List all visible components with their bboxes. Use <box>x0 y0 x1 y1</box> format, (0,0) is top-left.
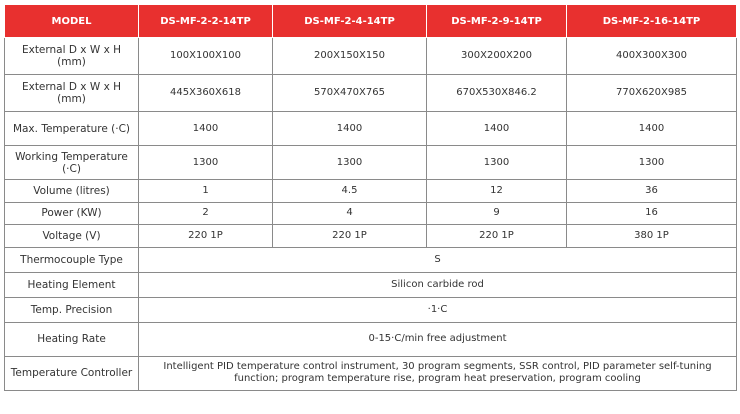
table-cell: 1300 <box>139 146 273 180</box>
table-cell: 670X530X846.2 <box>427 75 567 112</box>
header-model-3: DS-MF-2-9-14TP <box>427 5 567 38</box>
row-label: Power (KW) <box>5 202 139 225</box>
row-label: Max. Temperature (·C) <box>5 112 139 146</box>
header-model: MODEL <box>5 5 139 38</box>
merged-cell: ·1·C <box>139 297 737 322</box>
table-row <box>5 322 737 356</box>
merged-cell: Intelligent PID temperature control instrument, 30 program segments, SSR control, PID parameter self-tuning function; program temperature rise, program heat preservation, program cooling <box>139 356 737 390</box>
table-cell: 220 1P <box>273 225 427 248</box>
table-cell: 380 1P <box>567 225 737 248</box>
table-cell: 1400 <box>427 112 567 146</box>
table-row <box>5 247 737 272</box>
table-row <box>5 297 737 322</box>
header-row <box>5 5 737 38</box>
table-cell: 200X150X150 <box>273 38 427 75</box>
table-cell: 4.5 <box>273 180 427 203</box>
row-label: Thermocouple Type <box>5 247 139 272</box>
merged-cell: S <box>139 247 737 272</box>
row-label: Working Temperature (·C) <box>5 146 139 180</box>
merged-cell: Silicon carbide rod <box>139 272 737 297</box>
table-row <box>5 75 737 112</box>
table-row <box>5 272 737 297</box>
table-cell: 570X470X765 <box>273 75 427 112</box>
table-cell: 1300 <box>427 146 567 180</box>
table-cell: 770X620X985 <box>567 75 737 112</box>
row-label: External D x W x H (mm) <box>5 38 139 75</box>
table-cell: 16 <box>567 202 737 225</box>
row-label: Voltage (V) <box>5 225 139 248</box>
table-cell: 300X200X200 <box>427 38 567 75</box>
table-row <box>5 146 737 180</box>
header-model-2: DS-MF-2-4-14TP <box>273 5 427 38</box>
table-cell: 4 <box>273 202 427 225</box>
header-model-1: DS-MF-2-2-14TP <box>139 5 273 38</box>
row-label: Heating Element <box>5 272 139 297</box>
header-model-4: DS-MF-2-16-14TP <box>567 5 737 38</box>
table-cell: 9 <box>427 202 567 225</box>
row-label: Volume (litres) <box>5 180 139 203</box>
table-cell: 1 <box>139 180 273 203</box>
spec-table-container <box>4 4 736 391</box>
row-label: External D x W x H (mm) <box>5 75 139 112</box>
table-cell: 36 <box>567 180 737 203</box>
table-cell: 1400 <box>139 112 273 146</box>
table-cell: 1400 <box>567 112 737 146</box>
table-cell: 2 <box>139 202 273 225</box>
table-cell: 220 1P <box>427 225 567 248</box>
table-cell: 1300 <box>567 146 737 180</box>
table-row <box>5 225 737 248</box>
table-cell: 1300 <box>273 146 427 180</box>
table-row <box>5 180 737 203</box>
table-row <box>5 112 737 146</box>
table-cell: 400X300X300 <box>567 38 737 75</box>
table-row <box>5 202 737 225</box>
table-cell: 445X360X618 <box>139 75 273 112</box>
table-row <box>5 356 737 390</box>
row-label: Temperature Controller <box>5 356 139 390</box>
table-cell: 1400 <box>273 112 427 146</box>
merged-cell: 0-15·C/min free adjustment <box>139 322 737 356</box>
table-cell: 220 1P <box>139 225 273 248</box>
row-label: Temp. Precision <box>5 297 139 322</box>
table-cell: 100X100X100 <box>139 38 273 75</box>
table-row <box>5 38 737 75</box>
row-label: Heating Rate <box>5 322 139 356</box>
spec-table <box>4 4 737 391</box>
table-cell: 12 <box>427 180 567 203</box>
